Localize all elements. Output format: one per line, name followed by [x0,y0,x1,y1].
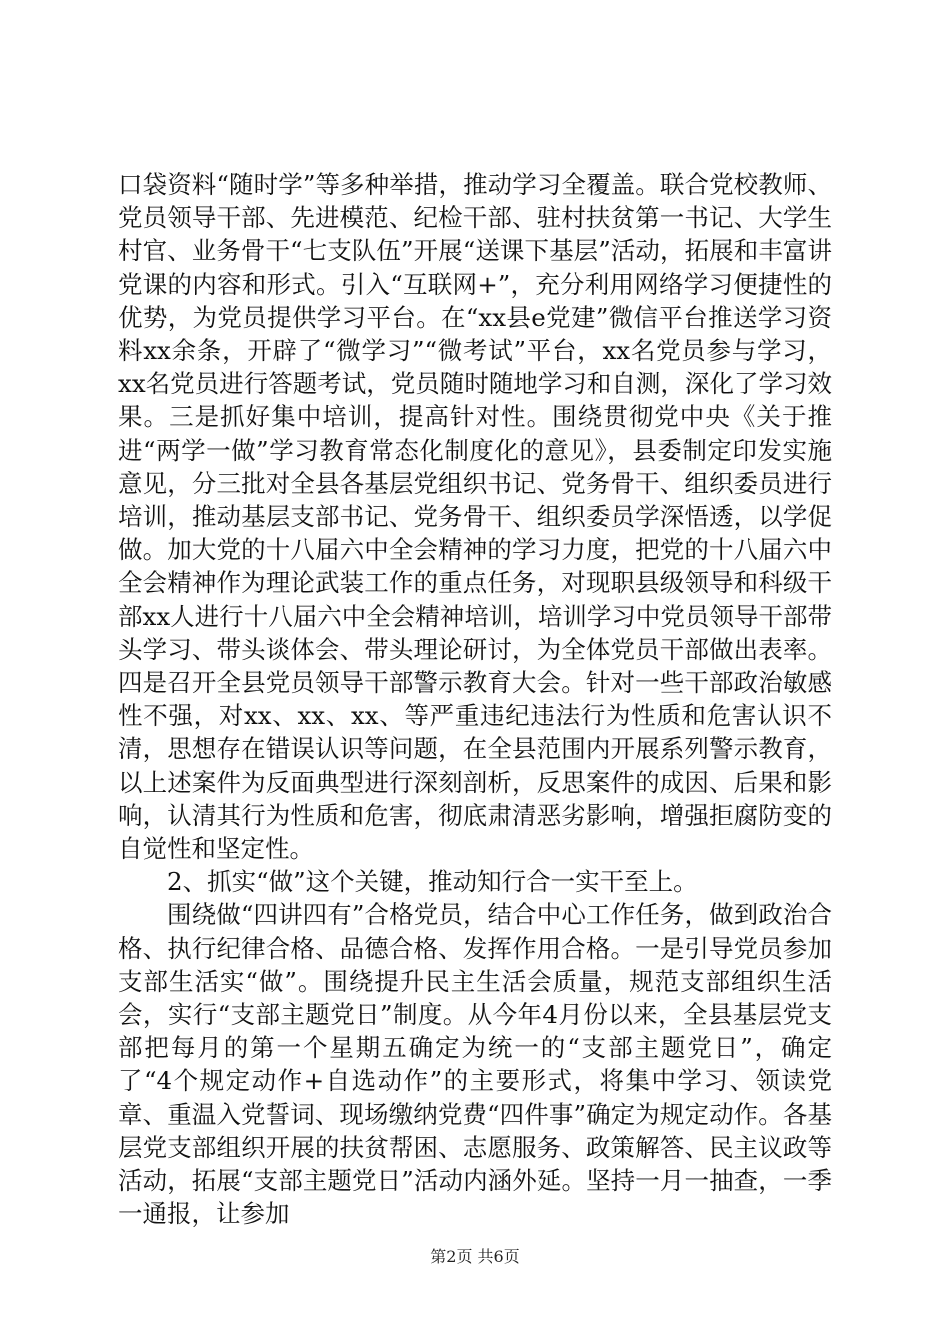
document-body [118,168,832,1231]
paragraph-body: 围绕做“四讲四有”合格党员，结合中心工作任务，做到政治合格、执行纪律合格、品德合格、发挥作用合格。一是引导党员参加支部生活实“做”。围绕提升民主生活会质量，规范支部组织生活会，实行“支部主题党日”制度。从今年4月份以来，全县基层党支部把每月的第一个星期五确定为统一的“支部主题党日”，确定了“4个规定动作+自选动作”的主要形式，将集中学习、领读党章、重温入党誓词、现场缴纳党费“四件事”确定为规定动作。各基层党支部组织开展的扶贫帮困、志愿服务、政策解答、民主议政等活动，拓展“支部主题党日”活动内涵外延。坚持一月一抽查，一季一通报，让参加 [118,900,832,1229]
page-number-footer: 第2页 共6页 [430,1247,520,1266]
paragraph-continued: 口袋资料“随时学”等多种举措，推动学习全覆盖。联合党校教师、党员领导干部、先进模范、纪检干部、驻村扶贫第一书记、大学生村官、业务骨干“七支队伍”开展“送课下基层”活动，拓展和丰富讲党课的内容和形式。引入“互联网+”，充分利用网络学习便捷性的优势，为党员提供学习平台。在“xx县e党建”微信平台推送学习资料xx余条，开辟了“微学习”“微考试”平台，xx名党员参与学习，xx名党员进行答题考试，党员随时随地学习和自测，深化了学习效果。三是抓好集中培训，提高针对性。围绕贯彻党中央《关于推进“两学一做”学习教育常态化制度化的意见》，县委制定印发实施意见，分三批对全县各基层党组织书记、党务骨干、组织委员进行培训，推动基层支部书记、党务骨干、组织委员学深悟透，以学促做。加大党的十八届六中全会精神的学习力度，把党的十八届六中全会精神作为理论武装工作的重点任务，对现职县级领导和科级干部xx人进行十八届六中全会精神培训，培训学习中党员领导干部带头学习、带头谈体会、带头理论研讨，为全体党员干部做出表率。四是召开全县党员领导干部警示教育大会。针对一些干部政治敏感性不强，对xx、xx、xx、等严重违纪违法行为性质和危害认识不清，思想存在错误认识等问题，在全县范围内开展系列警示教育，以上述案件为反面典型进行深刻剖析，反思案件的成因、后果和影响，认清其行为性质和危害，彻底肃清恶劣影响，增强拒腐防变的自觉性和坚定性。 [118,170,832,864]
paragraph-section-heading: 2、抓实“做”这个关键，推动知行合一实干至上。 [167,867,698,897]
